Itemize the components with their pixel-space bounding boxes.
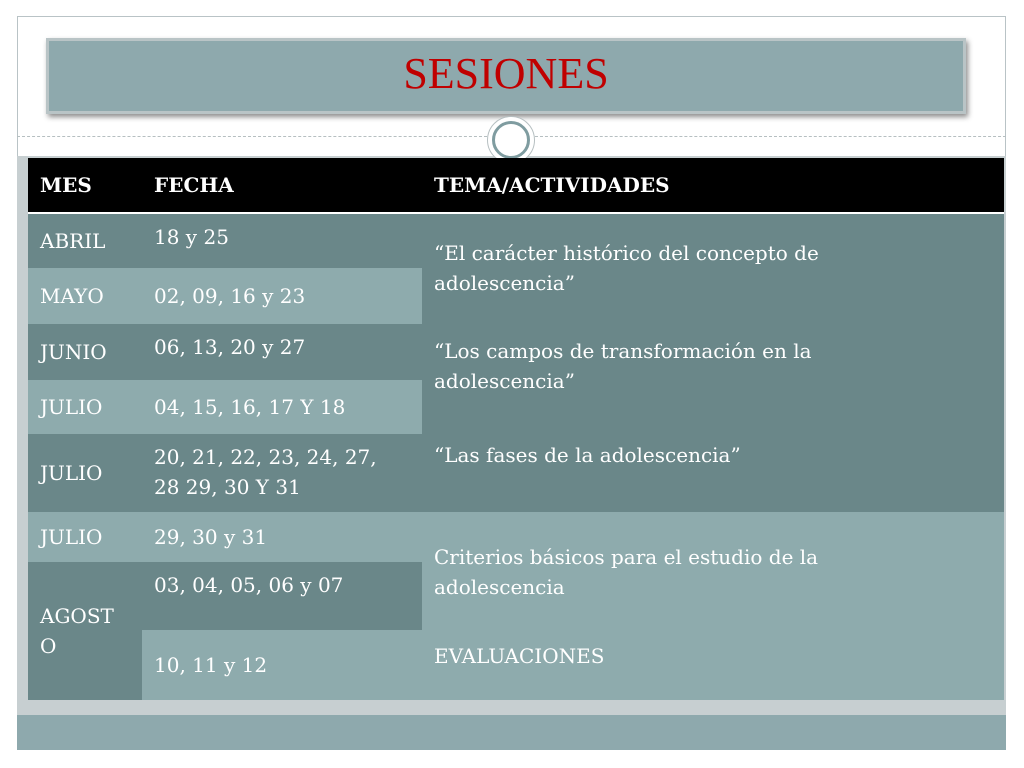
divider-left (17, 136, 487, 137)
cell-mes-agosto: AGOST O (28, 562, 142, 700)
cell-fecha-junio: 06, 13, 20 y 27 (142, 324, 422, 380)
cell-fecha-julio-3: 29, 30 y 31 (142, 512, 422, 562)
cell-fecha-julio-1: 04, 15, 16, 17 Y 18 (142, 380, 422, 434)
header-tema: TEMA/ACTIVIDADES (434, 173, 670, 197)
cell-mes-abril: ABRIL (28, 214, 142, 268)
cell-mes-julio-2: JULIO (28, 434, 142, 512)
slide-footer-bar (17, 715, 1006, 750)
cell-tema-3: “Las fases de la adolescencia” (422, 434, 1004, 512)
divider-right (535, 136, 1006, 137)
cell-mes-julio-1: JULIO (28, 380, 142, 434)
header-fecha: FECHA (154, 173, 234, 197)
cell-tema-1: “El carácter histórico del concepto de adolescencia” (422, 214, 1004, 324)
cell-fecha-agosto-2: 10, 11 y 12 (142, 630, 422, 700)
cell-mes-mayo: MAYO (28, 268, 142, 324)
cell-tema-4: Criterios básicos para el estudio de la adolescencia (422, 512, 1004, 630)
cell-fecha-mayo: 02, 09, 16 y 23 (142, 268, 422, 324)
header-mes: MES (40, 173, 92, 197)
cell-tema-2: “Los campos de transformación en la adolescencia” (422, 324, 1004, 434)
cell-mes-julio-3: JULIO (28, 512, 142, 562)
sessions-table (28, 158, 1004, 700)
cell-fecha-abril: 18 y 25 (142, 214, 422, 268)
header-separator (28, 212, 1004, 214)
cell-fecha-julio-2: 20, 21, 22, 23, 24, 27, 28 29, 30 Y 31 (142, 434, 422, 512)
slide-title: SESIONES (403, 49, 609, 98)
cell-fecha-agosto-1: 03, 04, 05, 06 y 07 (142, 562, 422, 630)
cell-mes-junio: JUNIO (28, 324, 142, 380)
circle-ornament-icon (487, 116, 535, 164)
cell-tema-5: EVALUACIONES (422, 630, 1004, 700)
